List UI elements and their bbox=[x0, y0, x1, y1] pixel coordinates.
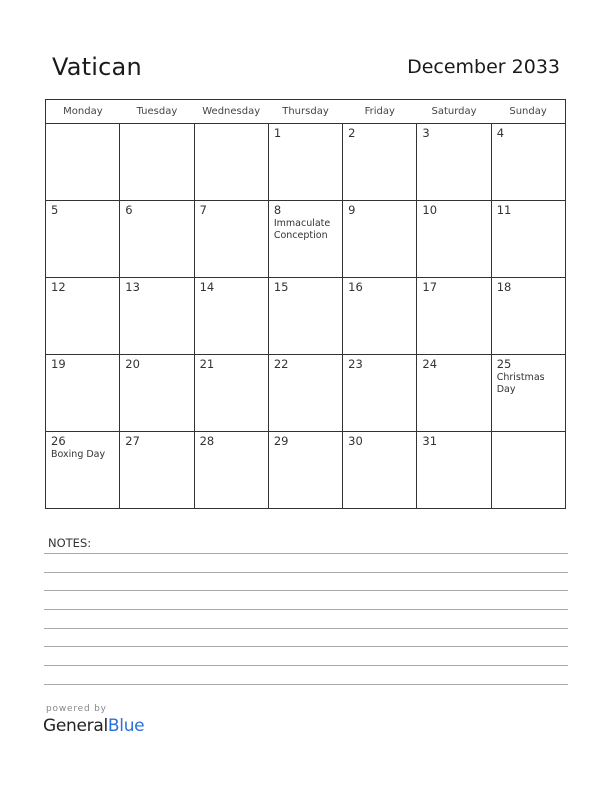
day-number: 26 bbox=[51, 434, 66, 448]
calendar-day-cell bbox=[491, 355, 565, 432]
day-number: 3 bbox=[422, 126, 430, 140]
calendar-day-cell bbox=[46, 201, 120, 278]
day-number: 29 bbox=[273, 434, 289, 448]
calendar-day-cell bbox=[417, 201, 491, 278]
day-number: 24 bbox=[422, 357, 438, 371]
note-line bbox=[44, 628, 568, 629]
notes-label: NOTES: bbox=[48, 536, 92, 550]
calendar-day-cell bbox=[268, 278, 342, 355]
calendar-week-row bbox=[46, 355, 566, 432]
calendar-day-cell bbox=[120, 124, 194, 201]
calendar-day-cell bbox=[120, 355, 194, 432]
calendar-day-cell bbox=[491, 124, 565, 201]
calendar-day-cell bbox=[194, 432, 268, 509]
note-line bbox=[44, 590, 568, 591]
day-number: 21 bbox=[199, 357, 215, 371]
calendar-day-cell bbox=[194, 201, 268, 278]
day-number: 27 bbox=[125, 434, 140, 448]
calendar-day-cell bbox=[417, 355, 491, 432]
day-number: 5 bbox=[51, 203, 59, 217]
month-year-title: December 2033 bbox=[407, 56, 560, 78]
weekday-saturday: Saturday bbox=[417, 100, 491, 124]
weekday-monday: Monday bbox=[46, 100, 120, 124]
holiday-label: Immaculate Conception bbox=[273, 218, 331, 241]
calendar-grid bbox=[45, 99, 566, 509]
note-line bbox=[44, 553, 568, 554]
weekday-wednesday: Wednesday bbox=[194, 100, 268, 124]
calendar-day-cell bbox=[343, 124, 417, 201]
day-number: 4 bbox=[496, 126, 505, 140]
calendar-day-cell bbox=[268, 355, 342, 432]
day-number: 12 bbox=[51, 280, 66, 294]
calendar-day-cell bbox=[268, 432, 342, 509]
generalblue-logo bbox=[43, 716, 144, 736]
day-number: 16 bbox=[348, 280, 363, 294]
calendar-day-cell bbox=[343, 432, 417, 509]
day-number: 9 bbox=[348, 203, 356, 217]
day-number: 2 bbox=[348, 126, 356, 140]
powered-by-text: powered by bbox=[46, 704, 107, 714]
day-number: 22 bbox=[273, 357, 289, 371]
note-line bbox=[44, 665, 568, 666]
note-line bbox=[44, 609, 568, 610]
calendar-day-cell bbox=[491, 432, 565, 509]
weekday-sunday: Sunday bbox=[491, 100, 565, 124]
weekday-header-row bbox=[46, 100, 566, 124]
day-number: 15 bbox=[273, 280, 289, 294]
day-number: 30 bbox=[348, 434, 363, 448]
weekday-friday: Friday bbox=[343, 100, 417, 124]
weekday-tuesday: Tuesday bbox=[120, 100, 194, 124]
weekday-thursday: Thursday bbox=[268, 100, 342, 124]
calendar-day-cell bbox=[268, 201, 342, 278]
brand-blue: Blue bbox=[107, 716, 145, 736]
calendar-day-cell bbox=[417, 124, 491, 201]
day-number: 18 bbox=[496, 280, 512, 294]
calendar-day-cell bbox=[417, 432, 491, 509]
calendar-day-cell bbox=[343, 201, 417, 278]
calendar-day-cell bbox=[491, 278, 565, 355]
calendar-day-cell bbox=[46, 355, 120, 432]
calendar-day-cell bbox=[343, 355, 417, 432]
day-number: 25 bbox=[496, 357, 512, 371]
day-number: 31 bbox=[422, 434, 438, 448]
day-number: 8 bbox=[273, 203, 282, 217]
calendar-day-cell bbox=[120, 432, 194, 509]
calendar-day-cell bbox=[46, 278, 120, 355]
day-number: 14 bbox=[199, 280, 215, 294]
day-number: 17 bbox=[422, 280, 438, 294]
day-number: 13 bbox=[125, 280, 140, 294]
day-number: 7 bbox=[199, 203, 207, 217]
holiday-label: Christmas Day bbox=[496, 372, 545, 395]
calendar-day-cell bbox=[268, 124, 342, 201]
calendar-day-cell bbox=[343, 278, 417, 355]
day-number: 20 bbox=[125, 357, 140, 371]
calendar-week-row bbox=[46, 432, 566, 509]
note-line bbox=[44, 572, 568, 573]
calendar-day-cell bbox=[46, 432, 120, 509]
day-number: 19 bbox=[51, 357, 66, 371]
calendar-day-cell bbox=[491, 201, 565, 278]
note-line bbox=[44, 684, 568, 685]
calendar-day-cell bbox=[194, 278, 268, 355]
brand-general: General bbox=[43, 716, 108, 736]
day-number: 23 bbox=[348, 357, 363, 371]
calendar-day-cell bbox=[120, 278, 194, 355]
calendar-week-row bbox=[46, 201, 566, 278]
calendar-day-cell bbox=[120, 201, 194, 278]
holiday-label: Boxing Day bbox=[51, 449, 106, 460]
day-number: 6 bbox=[125, 203, 133, 217]
day-number: 10 bbox=[422, 203, 438, 217]
calendar-day-cell bbox=[194, 355, 268, 432]
country-title: Vatican bbox=[52, 53, 142, 81]
note-line bbox=[44, 646, 568, 647]
day-number: 11 bbox=[496, 203, 512, 217]
day-number: 28 bbox=[199, 434, 215, 448]
calendar-day-cell bbox=[194, 124, 268, 201]
calendar-day-cell bbox=[46, 124, 120, 201]
calendar-week-row bbox=[46, 278, 566, 355]
calendar-week-row bbox=[46, 124, 566, 201]
calendar-day-cell bbox=[417, 278, 491, 355]
day-number: 1 bbox=[273, 126, 282, 140]
